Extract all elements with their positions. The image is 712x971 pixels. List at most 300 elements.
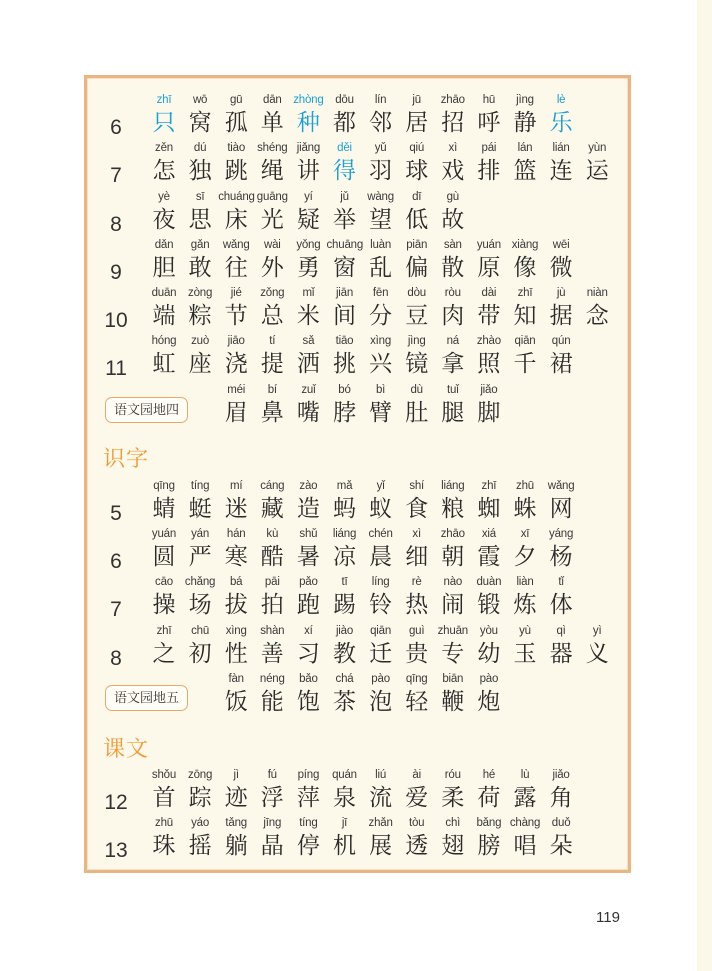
pinyin: jiǎo: [480, 384, 498, 396]
hanzi: 蜻: [152, 496, 176, 522]
lesson-number: 7: [110, 164, 122, 187]
hanzi: 义: [585, 641, 609, 667]
hanzi: 提: [260, 351, 284, 377]
hanzi: 轻: [405, 689, 429, 715]
pinyin: yè: [158, 191, 170, 203]
pinyin: chá: [335, 673, 354, 685]
pinyin: duàn: [476, 576, 502, 588]
character-cell: [435, 382, 471, 427]
pinyin: jū: [412, 94, 421, 106]
hanzi: 热: [405, 592, 429, 618]
character-cell: [327, 767, 363, 812]
character-cell: [399, 285, 435, 330]
pinyin: zhī: [156, 94, 172, 106]
character-cell: [363, 237, 399, 282]
hanzi: 晨: [369, 544, 393, 570]
character-cell: [146, 815, 182, 860]
pinyin: gū: [229, 94, 243, 106]
hanzi: 角: [549, 785, 573, 811]
character-cell: [254, 671, 290, 716]
hanzi: 千: [513, 351, 537, 377]
character-cell: [218, 623, 254, 668]
hanzi: 杨: [549, 544, 573, 570]
pinyin: xì: [412, 528, 421, 540]
pinyin: qiān: [370, 625, 392, 637]
hanzi: 球: [405, 158, 429, 184]
character-cell: [399, 478, 435, 523]
hanzi: 呼: [477, 110, 501, 136]
character-cell: [543, 815, 579, 860]
character-cell: [218, 189, 254, 234]
character-cell: [507, 767, 543, 812]
hanzi: 能: [260, 689, 284, 715]
hanzi: 炼: [513, 592, 537, 618]
pinyin: niàn: [586, 287, 608, 299]
pinyin: qiān: [514, 335, 536, 347]
hanzi: 踢: [333, 592, 356, 618]
pinyin: zhǎn: [368, 817, 393, 829]
character-cell: [435, 140, 471, 185]
hanzi: 知: [513, 303, 537, 329]
character-cell: [471, 815, 507, 860]
character-cell: [471, 237, 507, 282]
hanzi: 首: [152, 785, 176, 811]
pinyin: zhī: [517, 287, 533, 299]
pinyin: xiàng: [511, 239, 539, 251]
hanzi: 怎: [152, 158, 176, 184]
pinyin: zòng: [188, 287, 213, 299]
hanzi: 流: [369, 785, 393, 811]
hanzi: 展: [369, 833, 393, 859]
character-cell: [218, 333, 254, 378]
character-cell: [435, 623, 471, 668]
hanzi: 萍: [296, 785, 320, 811]
hanzi: 珠: [152, 833, 176, 859]
hanzi: 操: [152, 592, 176, 618]
pinyin: lán: [517, 142, 533, 154]
hanzi: 圆: [152, 544, 176, 570]
pinyin: pǎo: [299, 576, 318, 588]
pinyin: fú: [267, 769, 277, 781]
pinyin: zǒng: [260, 287, 285, 299]
character-cell: [146, 92, 182, 137]
hanzi: 饭: [224, 689, 248, 715]
character-cell: [363, 671, 399, 716]
hanzi: 性: [224, 641, 248, 667]
character-cell: [363, 140, 399, 185]
pinyin: pāi: [264, 576, 280, 588]
hanzi: 网: [549, 496, 573, 522]
hanzi: 窗: [333, 255, 356, 281]
pinyin: pái: [481, 142, 497, 154]
character-cell: [579, 285, 615, 330]
pinyin: zhāo: [440, 94, 465, 106]
character-cell: [471, 140, 507, 185]
character-cell: [146, 333, 182, 378]
hanzi: 窝: [188, 110, 212, 136]
pinyin: róu: [444, 769, 461, 781]
hanzi: 思: [188, 207, 212, 233]
character-cell: [327, 671, 363, 716]
hanzi: 寒: [224, 544, 248, 570]
character-cell: [146, 285, 182, 330]
pinyin: qīng: [405, 673, 428, 685]
character-cell: [218, 671, 254, 716]
hanzi: 唱: [513, 833, 537, 859]
lesson-number: 10: [104, 309, 128, 332]
hanzi: 蛛: [513, 496, 537, 522]
character-cell: [254, 478, 290, 523]
character-cell: [399, 574, 435, 619]
pinyin: lín: [374, 94, 387, 106]
hanzi: 绳: [260, 158, 284, 184]
character-cell: [327, 623, 363, 668]
character-cell: [254, 382, 290, 427]
pinyin: jì: [233, 769, 239, 781]
pinyin: wàng: [367, 191, 394, 203]
character-cell: [471, 574, 507, 619]
hanzi: 爱: [405, 785, 429, 811]
character-cell: [363, 815, 399, 860]
hanzi: 躺: [224, 833, 248, 859]
hanzi: 之: [152, 641, 176, 667]
character-cell: [290, 382, 326, 427]
character-cell: [290, 237, 326, 282]
pinyin: jù: [556, 287, 566, 299]
pinyin: tòu: [408, 817, 425, 829]
hanzi: 晶: [260, 833, 284, 859]
character-cell: [579, 623, 615, 668]
hanzi: 总: [260, 303, 284, 329]
hanzi: 虹: [152, 351, 176, 377]
pinyin: chàng: [509, 817, 541, 829]
hanzi: 迹: [224, 785, 248, 811]
pinyin: liàn: [516, 576, 534, 588]
character-cell: [435, 333, 471, 378]
section-title-kewen: 课文: [103, 737, 150, 762]
character-cell: [182, 140, 218, 185]
pinyin: xī: [520, 528, 530, 540]
pinyin: hé: [482, 769, 496, 781]
hanzi: 露: [513, 785, 537, 811]
character-cell: [146, 623, 182, 668]
pinyin: chǎng: [184, 576, 216, 588]
pinyin: zuǐ: [301, 384, 316, 396]
pinyin: yáo: [191, 817, 210, 829]
hanzi: 茶: [333, 689, 356, 715]
character-cell: [399, 815, 435, 860]
hanzi: 像: [513, 255, 537, 281]
pinyin: fàn: [228, 673, 244, 685]
character-cell: [290, 671, 326, 716]
pinyin: shǔ: [299, 528, 318, 540]
pinyin: xiá: [481, 528, 496, 540]
pinyin: pào: [371, 673, 390, 685]
hanzi: 外: [260, 255, 284, 281]
pinyin: ná: [446, 335, 459, 347]
pinyin: gù: [446, 191, 459, 203]
pinyin: pào: [479, 673, 499, 685]
hanzi: 朵: [549, 833, 573, 859]
pinyin: shéng: [257, 142, 288, 154]
pinyin: bó: [338, 384, 351, 396]
character-cell: [435, 478, 471, 523]
character-cell: [182, 92, 218, 137]
pinyin: yáng: [549, 528, 574, 540]
hanzi: 米: [296, 303, 320, 329]
pinyin: duān: [151, 287, 177, 299]
character-cell: [254, 574, 290, 619]
hanzi: 浮: [260, 785, 284, 811]
pinyin: tiào: [227, 142, 246, 154]
character-cell: [290, 285, 326, 330]
hanzi: 单: [260, 110, 284, 136]
character-cell: [543, 140, 579, 185]
character-cell: [579, 140, 615, 185]
lesson-number: 11: [105, 357, 127, 380]
hanzi: 粮: [441, 496, 465, 522]
hanzi: 带: [477, 303, 501, 329]
hanzi: 戏: [441, 158, 465, 184]
hanzi: 蚁: [369, 496, 393, 522]
character-cell: [507, 623, 543, 668]
pinyin: chì: [445, 817, 461, 829]
hanzi: 摇: [188, 833, 212, 859]
pinyin: jǔ: [340, 191, 349, 203]
pinyin: luàn: [370, 239, 392, 251]
character-cell: [435, 189, 471, 234]
pinyin: guì: [408, 625, 425, 637]
character-cell: [182, 333, 218, 378]
character-cell: [507, 140, 543, 185]
character-cell: [363, 574, 399, 619]
pinyin: tī: [341, 576, 348, 588]
pinyin: zōng: [188, 769, 213, 781]
lesson-number: 5: [110, 502, 122, 525]
hanzi: 透: [405, 833, 429, 859]
character-cell: [399, 623, 435, 668]
pinyin: dù: [410, 384, 423, 396]
character-cell: [327, 574, 363, 619]
pinyin: jiāo: [227, 335, 245, 347]
character-cell: [435, 237, 471, 282]
hanzi: 独: [188, 158, 212, 184]
pinyin: liáng: [441, 480, 465, 492]
pinyin: chén: [368, 528, 393, 540]
character-cell: [327, 92, 363, 137]
character-cell: [363, 767, 399, 812]
hanzi: 迷: [224, 496, 248, 522]
pinyin: tí: [269, 335, 276, 347]
hanzi: 间: [333, 303, 356, 329]
pinyin: yòu: [479, 625, 498, 637]
character-cell: [471, 767, 507, 812]
pinyin: kù: [266, 528, 279, 540]
pinyin: líng: [371, 576, 390, 588]
hanzi: 排: [477, 158, 501, 184]
hanzi: 锻: [477, 592, 501, 618]
pinyin: jìng: [407, 335, 426, 347]
pinyin: xìng: [225, 625, 247, 637]
pinyin: rè: [411, 576, 422, 588]
hanzi: 拍: [260, 592, 284, 618]
hanzi: 初: [188, 641, 212, 667]
hanzi: 造: [296, 496, 320, 522]
hanzi: 踪: [188, 785, 212, 811]
character-cell: [543, 574, 579, 619]
character-cell: [182, 767, 218, 812]
pinyin: hán: [226, 528, 246, 540]
pinyin: guāng: [256, 191, 288, 203]
pinyin: tiāo: [335, 335, 354, 347]
hanzi: 拔: [224, 592, 248, 618]
hanzi: 眉: [224, 400, 248, 426]
pinyin: yǔ: [374, 142, 387, 154]
character-cell: [218, 285, 254, 330]
character-cell: [146, 478, 182, 523]
pinyin: sàn: [443, 239, 462, 251]
hanzi: 翅: [441, 833, 465, 859]
character-cell: [218, 382, 254, 427]
hanzi: 暑: [296, 544, 320, 570]
hanzi: 脖: [333, 400, 356, 426]
pinyin: qiú: [409, 142, 425, 154]
pinyin: ài: [412, 769, 421, 781]
pinyin: yí: [304, 191, 313, 203]
character-cell: [254, 526, 290, 571]
pinyin: liáng: [332, 528, 357, 540]
hanzi: 低: [405, 207, 429, 233]
hanzi: 跳: [224, 158, 248, 184]
character-cell: [507, 478, 543, 523]
character-cell: [254, 237, 290, 282]
character-cell: [543, 285, 579, 330]
pinyin: bì: [375, 384, 386, 396]
hanzi: 蚂: [333, 496, 356, 522]
pinyin: wō: [192, 94, 208, 106]
section-title-shizi: 识字: [103, 447, 150, 472]
pinyin: chū: [191, 625, 210, 637]
character-cell: [543, 478, 579, 523]
hanzi: 腿: [441, 400, 465, 426]
hanzi: 疑: [296, 207, 320, 233]
pinyin: bǎo: [299, 673, 318, 685]
pinyin: néng: [259, 673, 285, 685]
hanzi: 光: [260, 207, 284, 233]
hanzi: 体: [549, 592, 573, 618]
character-cell: [471, 285, 507, 330]
pinyin: zhū: [516, 480, 534, 492]
hanzi: 往: [224, 255, 248, 281]
pinyin: tǐ: [558, 576, 564, 588]
pinyin: jī: [341, 817, 348, 829]
pinyin: zhī: [156, 625, 172, 637]
pinyin: zhuān: [437, 625, 468, 637]
pinyin: yǐ: [376, 480, 385, 492]
character-cell: [254, 333, 290, 378]
hanzi: 望: [369, 207, 393, 233]
hanzi: 镜: [405, 351, 429, 377]
lesson-number: 8: [110, 213, 122, 236]
hanzi: 泉: [333, 785, 356, 811]
hanzi: 炮: [477, 689, 501, 715]
pinyin: bí: [267, 384, 277, 396]
pinyin: shí: [409, 480, 425, 492]
character-cell: [363, 478, 399, 523]
yuwen-yuandi-5-label: 语文园地五: [105, 685, 188, 711]
hanzi: 运: [585, 158, 609, 184]
hanzi: 鞭: [441, 689, 465, 715]
character-cell: [327, 140, 363, 185]
pinyin: píng: [297, 769, 320, 781]
pinyin: shàn: [260, 625, 285, 637]
pinyin: wǎng: [547, 480, 575, 492]
pinyin: jìng: [516, 94, 534, 106]
character-cell: [254, 92, 290, 137]
character-cell: [507, 285, 543, 330]
character-cell: [435, 767, 471, 812]
pinyin: hóng: [151, 335, 177, 347]
pinyin: cāo: [155, 576, 173, 588]
hanzi: 酷: [260, 544, 284, 570]
hanzi: 泡: [369, 689, 393, 715]
lesson-number: 9: [110, 261, 122, 284]
hanzi: 蜓: [188, 496, 212, 522]
character-cell: [290, 333, 326, 378]
pinyin: yuán: [476, 239, 501, 251]
pinyin: wài: [263, 239, 281, 251]
pinyin: yì: [592, 625, 602, 637]
pinyin: mí: [230, 480, 243, 492]
hanzi: 据: [549, 303, 573, 329]
pinyin: biān: [442, 673, 464, 685]
hanzi: 专: [441, 641, 465, 667]
pinyin: hū: [482, 94, 496, 106]
character-cell: [471, 92, 507, 137]
hanzi: 原: [477, 255, 501, 281]
pinyin: jié: [230, 287, 242, 299]
character-cell: [363, 623, 399, 668]
pinyin: fēn: [372, 287, 389, 299]
page-edge-band: [697, 0, 712, 971]
hanzi: 得: [333, 158, 356, 184]
character-cell: [435, 815, 471, 860]
pinyin: dǎn: [154, 239, 174, 251]
hanzi: 故: [441, 207, 465, 233]
hanzi: 敢: [188, 255, 212, 281]
character-cell: [327, 237, 363, 282]
pinyin: tíng: [299, 817, 318, 829]
pinyin: ròu: [444, 287, 461, 299]
pinyin: dān: [263, 94, 282, 106]
character-cell: [435, 526, 471, 571]
pinyin: zhāo: [440, 528, 465, 540]
hanzi: 静: [513, 110, 537, 136]
character-cell: [290, 189, 326, 234]
character-cell: [399, 189, 435, 234]
hanzi: 都: [333, 110, 356, 136]
character-cell: [182, 526, 218, 571]
hanzi: 勇: [296, 255, 320, 281]
character-cell: [290, 140, 326, 185]
character-cell: [507, 526, 543, 571]
hanzi: 裙: [549, 351, 573, 377]
pinyin: liú: [375, 769, 387, 781]
hanzi: 细: [405, 544, 429, 570]
pinyin: quán: [332, 769, 357, 781]
character-cell: [399, 333, 435, 378]
hanzi: 床: [224, 207, 248, 233]
